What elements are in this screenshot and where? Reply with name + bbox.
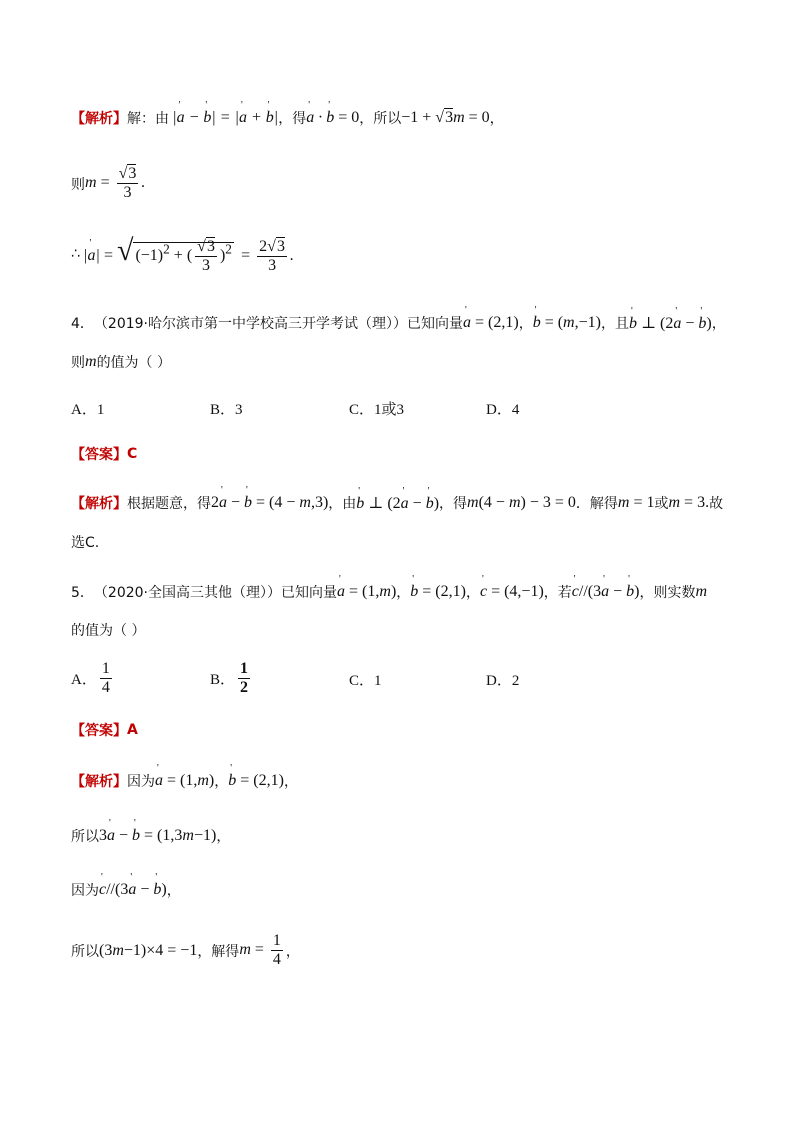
analysis-tag: 【解析】 xyxy=(71,111,127,127)
q4-option-d: D．4 xyxy=(486,402,520,418)
q5-option-a: A． $\frac{1}{4}$ xyxy=(71,660,110,696)
q4-option-a: A．1 xyxy=(71,402,105,418)
q4-solution-line1: 【解析】 根据题意，得 2' a − ' b = (4 − m,3) ，由 ' b ⊥ (2' a − ' b) ，得 m(4 − m) − 3 = 0 ．解得 m = 1 或 m = 3. 故 xyxy=(71,493,723,513)
s3-line2: 则 m = $\frac{√3}{3}$ . xyxy=(71,165,146,201)
q5-line2: 的值为（ ） xyxy=(71,623,146,639)
q5-solution-line4: 所以 (3m−1)×4 = −1 ，解得 m = $\frac{1}{4}$ ， xyxy=(71,932,300,968)
s3-line1: 【解析】 解：由 |' a − ' b| = |' a + ' b| ，得 ' a · ' b = 0 ，所以 −1 + √3m = 0 ， xyxy=(71,108,504,128)
abs-eq: |' a − ' b| = |' a + ' b| xyxy=(169,109,278,127)
q4-line2: 则 m 的值为（ ） xyxy=(71,353,172,371)
q5-line1: 5． （2020·全国高三其他（理））已知向量 ' a = (1,m) ， ' b = (2,1) ， ' c = (4,−1) ，若 ' c//(3' a − ' b) ，则实数 m xyxy=(71,582,707,602)
magnitude-a: |' a| = √ $(-1)^2$ + ( $\frac{√3}{3}$ )$^2$ = $\frac{2√3}{3}$ . xyxy=(80,234,294,275)
q5-solution-line1: 【解析】 因为 ' a = (1,m) ， ' b = (2,1) ， xyxy=(71,771,298,791)
q4-option-b: B．3 xyxy=(210,402,243,418)
m-value: m = $\frac{√3}{3}$ . xyxy=(85,165,146,201)
q4-solution-line2: 选C. xyxy=(71,535,100,551)
q4-option-c: C．1或3 xyxy=(349,402,405,418)
q5-option-c: C．1 xyxy=(349,673,382,689)
q5-option-d: D．2 xyxy=(486,673,520,689)
q5-solution-line3: 因为 ' c//(3' a − ' b) ， xyxy=(71,880,181,900)
dot-zero: ' a · ' b = 0 xyxy=(306,109,359,127)
q5-answer: 【答案】 A xyxy=(71,722,138,739)
equation-sqrt3m: −1 + √3m = 0 xyxy=(401,109,490,126)
q5-option-b: B． $\frac{1}{2}$ xyxy=(210,660,249,696)
q4-answer: 【答案】 C xyxy=(71,446,138,463)
q4-line1: 4． （2019·哈尔滨市第一中学校高三开学考试（理））已知向量 ' a = (2,1) ， ' b = (m,−1) ，且 ' b ⊥ (2' a − ' b) ， xyxy=(71,313,726,333)
s3-line3: ∴ |' a| = √ $(-1)^2$ + ( $\frac{√3}{3}$ )$^2$ = $\frac{2√3}{3}$ . xyxy=(71,234,294,275)
q5-solution-line2: 所以 3' a − ' b = (1,3m−1) ， xyxy=(71,826,230,846)
